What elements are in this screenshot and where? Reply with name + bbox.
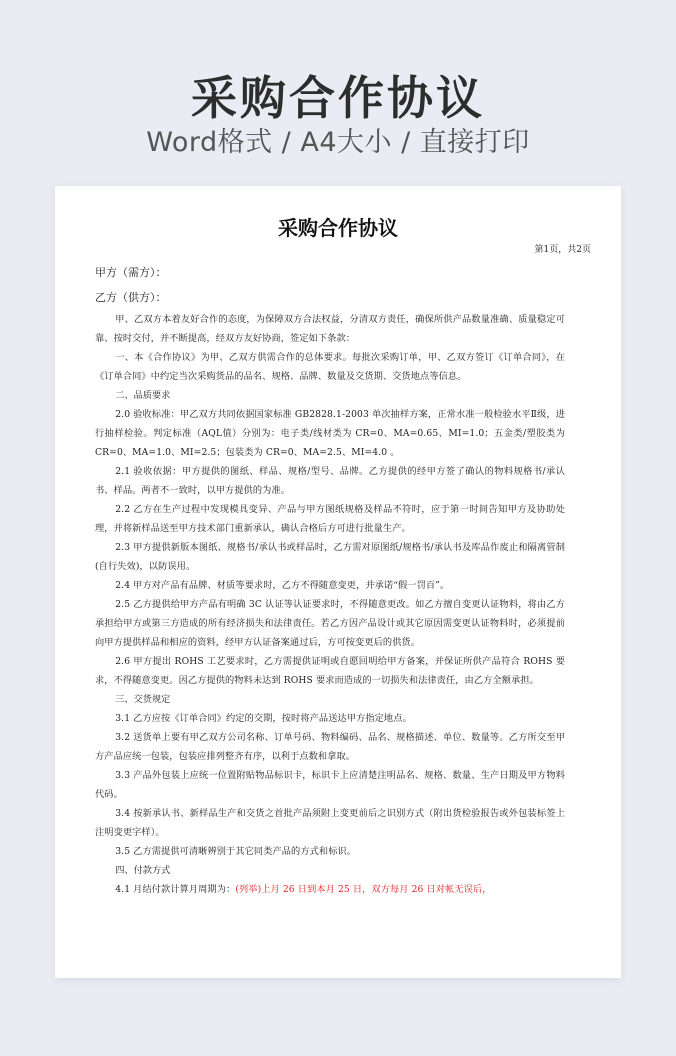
clause-3-5: 3.5 乙方需提供可清晰辨别于其它同类产品的方式和标识。 — [115, 846, 357, 857]
clause-2-3: 2.3 甲方提供新版本图纸、规格书/承认书或样品时，乙方需对原图纸/规格书/承认书及库品作废止和隔离管制(自行失效)，以防误用。 — [95, 542, 565, 572]
clause-2-6: 2.6 甲方提出 ROHS 工艺要求时，乙方需提供证明或自愿回明给甲方备案，并保证所供产品符合 ROHS 要求，不得随意变更。因乙方提供的物料未达到 ROHS 要求而造成的一切损失和法律责任，由乙方全额承担。 — [95, 656, 565, 686]
party-b-line: 乙方（供方）： — [95, 291, 167, 304]
clause-3-3: 3.3 产品外包装上应统一位置附贴物品标识卡，标识卡上应清楚注明品名、规格、数量、生产日期及甲方物料代码。 — [95, 770, 565, 800]
clause-4-1-prefix: 4.1 月结付款计算月周期为： — [115, 884, 236, 895]
section-heading-delivery: 三、交货规定 — [115, 694, 171, 705]
section-heading-quality: 二、品质要求 — [115, 390, 171, 401]
clause-2-5: 2.5 乙方提供给甲方产品有明确 3C 认证等认证要求时，不得随意更改。如乙方擅自变更认证物料，将由乙方承担给甲方或第三方造成的所有经济损失和法律责任。若乙方因产品设计或其它原因需变更认证物料时，必须提前向甲方提供样品和相应的资料，经甲方认证备案通过后，方可按变更后的供货。 — [95, 599, 565, 648]
hero-subtitle: Word格式 / A4大小 / 直接打印 — [146, 127, 530, 158]
clause-1: 一、本《合作协议》为甲、乙双方供需合作的总体要求。每批次采购订单，甲、乙双方签订《订单合同》，在《订单合同》中约定当次采购货品的品名、规格、品牌、数量及交货期、交货地点等信息。 — [95, 352, 565, 382]
party-a-line: 甲方（需方）： — [95, 266, 167, 279]
page-indicator: 第1页，共2页 — [534, 245, 591, 255]
clause-4-1 — [95, 880, 565, 899]
clause-3-2: 3.2 送货单上要有甲乙双方公司名称、订单号码、物料编码、品名、规格描述、单位、数量等。乙方所交至甲方产品应统一包装，包装应排列整齐有序，以利于点数和拿取。 — [95, 732, 565, 762]
clause-2-0: 2.0 验收标准：甲乙双方共同依据国家标准 GB2828.1-2003 单次抽样方案，正常水准一般检验水平Ⅱ级，进行抽样检验。判定标准（AQL值）分别为：电子类/线材类为 CR=0、MA=0.65、MI=1.0；五金类/塑胶类为 CR=0、MA=1.0、MI=2.5；包装类为 CR=0、MA=2.5、MI=4.0 。 — [95, 409, 565, 458]
clause-3-1: 3.1 乙方应按《订单合同》约定的交期，按时将产品送达甲方指定地点。 — [115, 713, 412, 724]
clause-2-4: 2.4 甲方对产品有品牌、材质等要求时，乙方不得随意变更，并承诺“假一罚百”。 — [115, 580, 450, 591]
clause-4-1-highlight: (列举)上月 26 日到本月 25 日，双方每月 26 日对帐无误后， — [235, 884, 492, 895]
intro-paragraph: 甲、乙双方本着友好合作的态度，为保障双方合法权益，分清双方责任，确保所供产品数量准确、质量稳定可靠、按时交付，并不断提高，经双方友好协商，签定如下条款： — [95, 314, 565, 344]
clause-2-1: 2.1 验收依据：甲方提供的图纸、样品、规格/型号、品牌。乙方提供的经甲方签了确认的物料规格书/承认书、样品。两者不一致时，以甲方提供的为准。 — [95, 466, 565, 496]
document-title: 采购合作协议 — [278, 216, 398, 240]
section-heading-payment: 四、付款方式 — [115, 865, 171, 876]
clause-2-2: 2.2 乙方在生产过程中发现模具变异、产品与甲方图纸规格及样品不符时，应于第一时间告知甲方及协助处理，并将新样品送至甲方技术部门重新承认，确认合格后方可进行批量生产。 — [95, 504, 565, 534]
document-page — [55, 186, 621, 978]
clause-3-4: 3.4 按新承认书、新样品生产和交货之首批产品须附上变更前后之识别方式（附出货检验报告或外包装标签上注明变更字样）。 — [95, 808, 565, 838]
document-body — [95, 260, 565, 899]
hero-title: 采购合作协议 — [191, 71, 485, 125]
